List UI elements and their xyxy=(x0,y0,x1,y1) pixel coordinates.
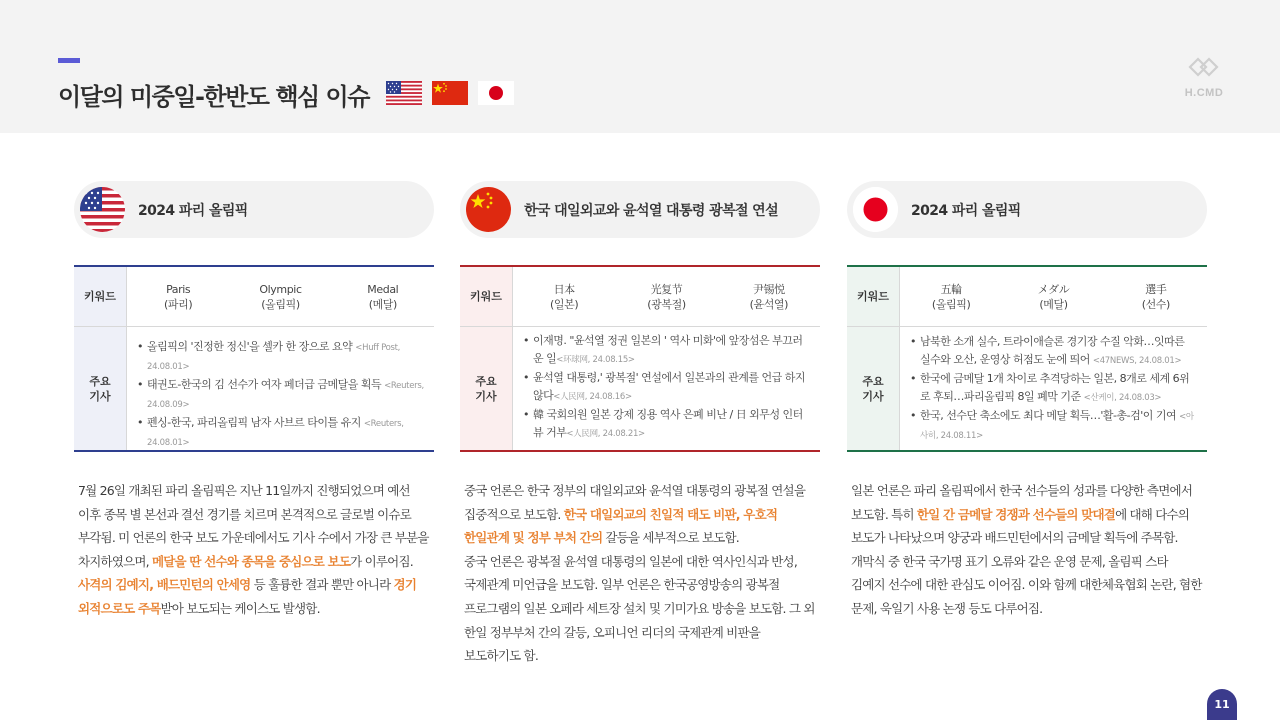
keyword-label: 키워드 xyxy=(847,267,900,326)
us-flag-icon xyxy=(386,81,422,109)
cn-column xyxy=(460,181,820,664)
articles-row xyxy=(74,327,434,450)
article-item: • 펜싱-한국, 파리올림픽 남자 사브르 타이틀 유지 <Reuters, 24.08.01> xyxy=(137,414,424,452)
articles-label: 주요 기사 xyxy=(74,327,127,450)
jp-column xyxy=(847,181,1207,616)
article-item: • 한국, 선수단 축소에도 최다 메달 획득…'활-총-검'이 기여 <아사히, 24.08.11> xyxy=(910,407,1197,445)
article-item: • 이재명. "윤석열 정권 일본의 ' 역사 미화'에 앞장섬은 부끄러운 일<环球网, 24.08.15> xyxy=(523,332,810,369)
keyword-item: Paris (파리) xyxy=(164,282,193,311)
keyword-item: 五輪 (올림픽) xyxy=(931,282,971,311)
keyword-item: 光复节 (광복절) xyxy=(647,282,686,311)
keyword-item: Olympic (올림픽) xyxy=(259,282,302,311)
keyword-row xyxy=(74,267,434,327)
article-item: • 태권도-한국의 김 선수가 여자 페더급 금메달을 획득 <Reuters, 24.08.09> xyxy=(137,376,424,414)
articles-label: 주요 기사 xyxy=(460,327,513,450)
china-flag-icon xyxy=(432,81,468,109)
us-flag-circle-icon xyxy=(80,187,125,232)
article-item: • 남북한 소개 실수, 트라이애슬론 경기장 수질 악화…잇따른 실수와 오산, 운영상 허점도 눈에 띄어 <47NEWS, 24.08.01> xyxy=(910,333,1197,370)
jp-summary: 일본 언론은 파리 올림픽에서 한국 선수들의 성과를 다양한 측면에서 보도함. 특히 한일 간 금메달 경쟁과 선수들의 맞대결에 대해 다수의 보도가 나타났으며 양궁과 배드민턴에서의 금메달 획득에 주목함. 개막식 중 한국 국가명 표기 오류와 같은 운영 문제, 올림픽 스타 김예지 선수에 대한 관심도 이어짐. 이와 함께 대한체육협회 논란, 혐한 문제, 욱일기 사용 논쟁 등도 다루어짐. xyxy=(851,483,1202,616)
article-item: • 한국에 금메달 1개 차이로 추격당하는 일본, 8개로 세계 6위로 후퇴…파리올림픽 8일 폐막 기준 <산케이, 24.08.03> xyxy=(910,370,1197,407)
cn-keyword-table xyxy=(460,265,820,452)
jp-keyword-table xyxy=(847,265,1207,452)
china-flag-circle-icon xyxy=(466,187,511,232)
keyword-item: 日本 (일본) xyxy=(550,282,579,311)
article-item: • 올림픽의 '진정한 정신'을 셀카 한 장으로 요약 <Huff Post, 24.08.01> xyxy=(137,338,424,376)
us-summary: 7월 26일 개최된 파리 올림픽은 지난 11일까지 진행되었으며 예선 이후 종목 별 본선과 결선 경기를 치르며 본격적으로 글로벌 이슈로 부각됨. 미 언론의 한국 보도 가운데에서도 기사 수에서 가장 큰 부분을 차지하였으며, 메달을 딴 선수와 종목을 중심으로 보도가 이루어짐. 사격의 김예지, 배드민턴의 안세영 등 훌륭한 결과 뿐만 아니라 경기 외적으로도 주목받아 보도되는 케이스도 발생함. xyxy=(78,483,429,616)
brand-logo xyxy=(1180,56,1228,99)
articles-row xyxy=(847,327,1207,450)
us-topic-pill xyxy=(74,181,434,238)
cn-topic-pill xyxy=(460,181,820,238)
keyword-item: 尹锡悦 (윤석열) xyxy=(749,282,789,311)
accent-bar xyxy=(58,58,80,63)
keyword-label: 키워드 xyxy=(74,267,127,326)
article-item: • 韓 국회의원 일본 강제 징용 역사 은폐 비난 / 日 외무성 인터뷰 거부<人民网, 24.08.21> xyxy=(523,406,810,443)
keyword-row xyxy=(460,267,820,327)
brand-diamond-icon xyxy=(1187,56,1221,82)
page-title: 이달의 미중일-한반도 핵심 이슈 xyxy=(58,83,369,111)
articles-label: 주요 기사 xyxy=(847,327,900,450)
keyword-item: 選手 (선수) xyxy=(1141,282,1170,311)
header-band xyxy=(0,0,1280,133)
keyword-item: メダル (메달) xyxy=(1037,282,1070,311)
japan-flag-circle-icon xyxy=(853,187,898,232)
jp-topic-title: 2024 파리 올림픽 xyxy=(911,203,1021,219)
keyword-item: Medal (메달) xyxy=(367,282,399,311)
us-keyword-table xyxy=(74,265,434,452)
jp-topic-pill xyxy=(847,181,1207,238)
cn-summary: 중국 언론은 한국 정부의 대일외교와 윤석열 대통령의 광복절 연설을 집중적으로 보도함. 한국 대일외교의 친일적 태도 비판, 우호적 한일관계 및 정부 부처 간의 갈등을 세부적으로 보도함. 중국 언론은 광복절 윤석열 대통령의 일본에 대한 역사인식과 반성, 국제관계 미언급을 보도함. 일부 언론은 한국공영방송의 광복절 프로그램의 일본 오페라 세트장 설치 및 기미가요 방송을 보도함. 그 외 한일 정부부처 간의 갈등, 오피니언 리더의 국제관계 비판을 보도하기도 함. xyxy=(464,483,815,664)
cn-topic-title: 한국 대일외교와 윤석열 대통령 광복절 연설 xyxy=(524,203,779,219)
japan-flag-icon xyxy=(478,81,514,109)
articles-row xyxy=(460,327,820,450)
keyword-row xyxy=(847,267,1207,327)
us-column xyxy=(74,181,434,616)
keyword-label: 키워드 xyxy=(460,267,513,326)
brand-text: H.CMD xyxy=(1184,87,1224,99)
page-number: 11 xyxy=(1207,689,1237,720)
article-item: • 윤석열 대통령,' 광복절' 연설에서 일본과의 관계를 언급 하지 않다<人民网, 24.08.16> xyxy=(523,369,810,406)
us-topic-title: 2024 파리 올림픽 xyxy=(138,203,248,219)
